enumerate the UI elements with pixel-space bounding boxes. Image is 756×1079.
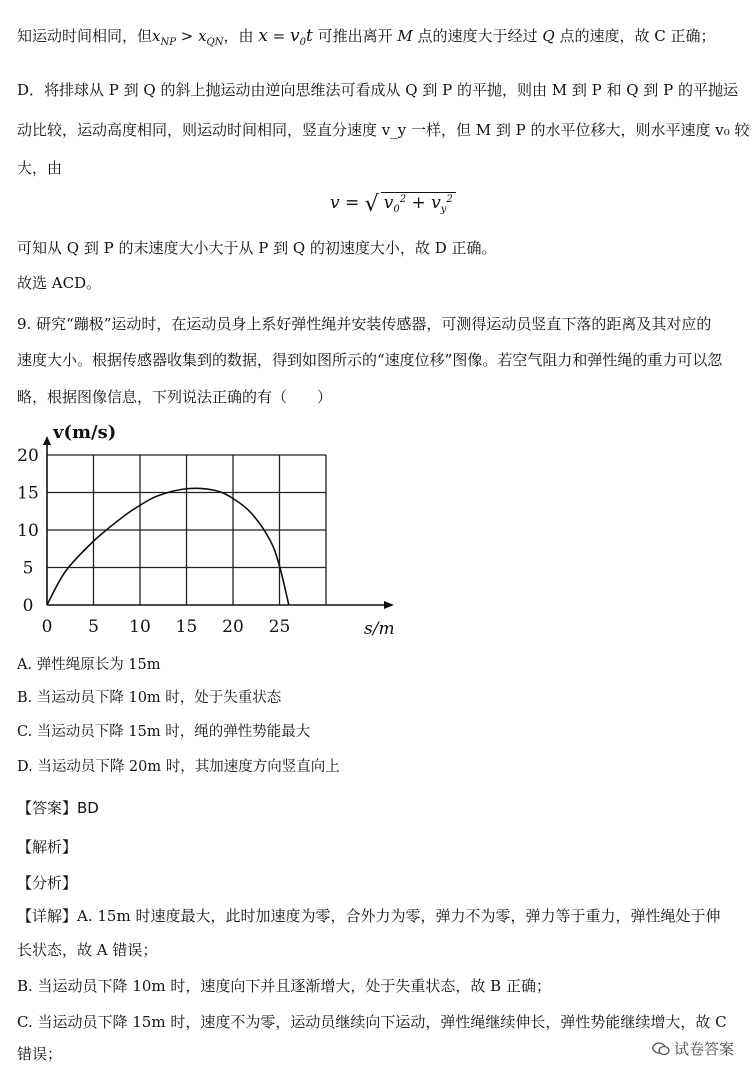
text-line: 知运动时间相同，但$x_{NP} > x_{QN}$，由 $x = v_0t$ 可推出离开 M 点的速度大于经过 Q 点的速度，故 C 正确； — [17, 26, 716, 48]
text-line: 动比较，运动高度相同，则运动时间相同，竖直分速度 v_y 一样，但 M 到 P 的水平位移大，则水平速度 v₀ 较 — [17, 121, 750, 139]
y-axis-arrow — [43, 436, 51, 445]
analysis-subheading: 【分析】 — [17, 874, 78, 892]
question-stem: 速度大小。根据传感器收集到的数据，得到如图所示的“速度位移”图像。若空气阻力和弹性绳的重力可以忽 — [17, 351, 723, 369]
x-tick-label: 15 — [175, 617, 198, 637]
option-d: D. 当运动员下降 20m 时，其加速度方向竖直向上 — [17, 759, 340, 775]
velocity-curve — [47, 488, 289, 605]
x-axis-label: s/m — [364, 619, 395, 639]
x-tick-label: 25 — [268, 617, 291, 637]
text-segment: ，由 — [223, 27, 254, 45]
text-segment: 点的速度，故 C 正确； — [559, 27, 716, 45]
detail-line: 【详解】A. 15m 时速度最大，此时加速度为零，合外力为零，弹力不为零，弹力等于重力，弹性绳处于伸 — [17, 907, 721, 925]
option-a: A. 弹性绳原长为 15m — [17, 657, 161, 673]
analysis-heading: 【解析】 — [17, 838, 78, 856]
y-tick-label: 20 — [17, 446, 39, 466]
detail-line: 错误； — [17, 1045, 63, 1063]
velocity-formula: v = √ $v_0^2 + v_y^2$ — [330, 192, 456, 217]
y-tick-label: 0 — [22, 596, 34, 616]
text-line: 可知从 Q 到 P 的末速度大小大于从 P 到 Q 的初速度大小，故 D 正确。 — [17, 239, 497, 257]
option-b: B. 当运动员下降 10m 时，处于失重状态 — [17, 690, 282, 706]
question-stem: 略，根据图像信息，下列说法正确的有（ ） — [17, 388, 333, 406]
x-tick-label: 10 — [129, 617, 151, 637]
detail-line: 长状态，故 A 错误； — [17, 941, 158, 959]
watermark — [652, 1038, 734, 1059]
watermark-text: 试卷答案 — [673, 1040, 734, 1058]
y-tick-label: 5 — [22, 558, 34, 579]
text-line: D．将排球从 P 到 Q 的斜上抛运动由逆向思维法可看成从 Q 到 P 的平抛，则由 M 到 P 和 Q 到 P 的平抛运 — [17, 81, 738, 99]
text-segment: 可推出离开 — [317, 27, 393, 45]
option-c: C. 当运动员下降 15m 时，绳的弹性势能最大 — [17, 724, 311, 740]
question-stem: 9. 研究“蹦极”运动时，在运动员身上系好弹性绳并安装传感器，可测得运动员竖直下落的距离及其对应的 — [17, 315, 712, 333]
y-axis-label: v(m/s) — [53, 422, 117, 443]
answer-line: 【答案】BD — [17, 799, 99, 817]
y-tick-label: 10 — [17, 521, 39, 541]
velocity-displacement-chart — [10, 416, 395, 641]
detail-line: C. 当运动员下降 15m 时，速度不为零，运动员继续向下运动，弹性绳继续伸长，弹性势能继续增大，故 C — [17, 1013, 727, 1031]
text-segment: 点的速度大于经过 — [417, 27, 538, 45]
text-line: 大，由 — [17, 159, 63, 177]
x-tick-label: 0 — [41, 617, 53, 637]
text-line: 故选 ACD。 — [17, 274, 102, 292]
x-axis-arrow — [384, 601, 394, 609]
text-segment: 知运动时间相同，但 — [17, 27, 153, 45]
y-tick-label: 15 — [17, 483, 39, 504]
x-tick-label: 5 — [88, 617, 99, 637]
x-tick-label: 20 — [222, 617, 244, 637]
wechat-icon — [652, 1042, 670, 1056]
detail-line: B. 当运动员下降 10m 时，速度向下并且逐渐增大，处于失重状态，故 B 正确； — [17, 977, 551, 995]
